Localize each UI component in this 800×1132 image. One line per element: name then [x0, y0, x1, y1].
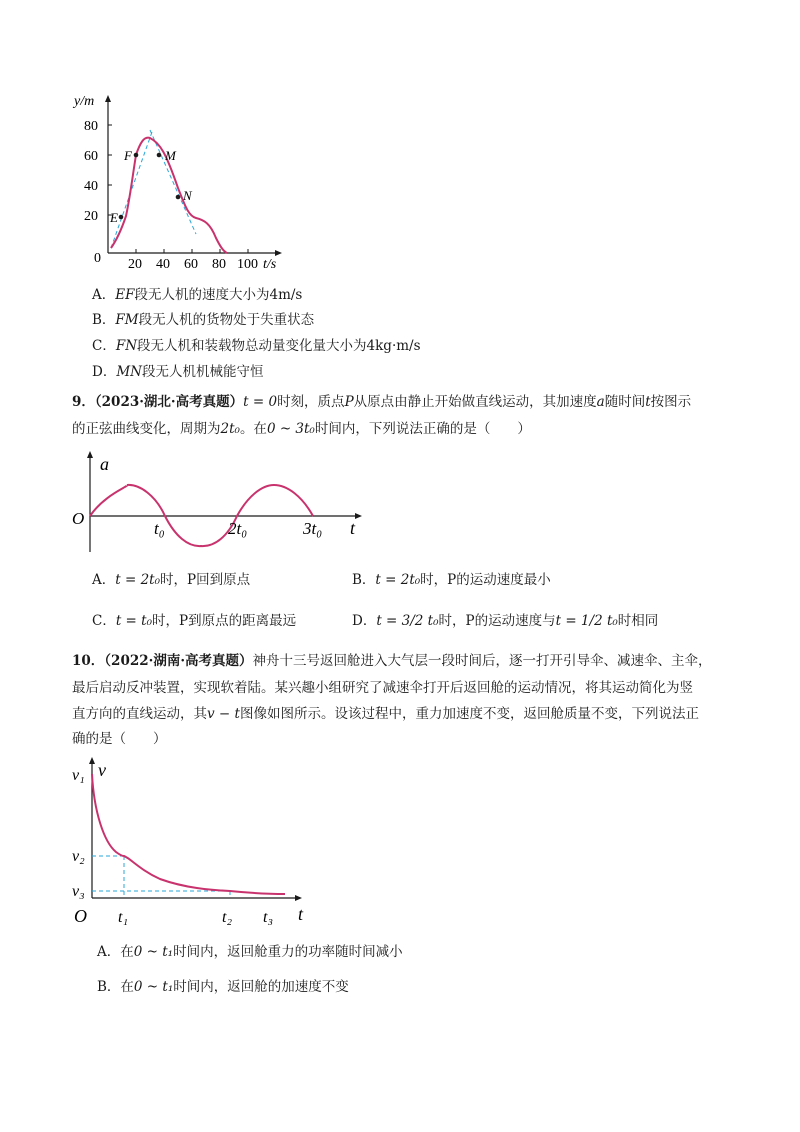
x-tick-t2: t₂ [222, 909, 233, 926]
option-letter: A． [92, 572, 116, 588]
y-axis-label: y/m [74, 94, 95, 109]
stem-text: 时刻，质点 [277, 394, 345, 410]
math-var: a [596, 394, 605, 410]
math-var: t [645, 394, 651, 410]
x-tick-t0: t₀ [154, 519, 165, 538]
y-axis-label: v [98, 760, 106, 780]
math-expr: t = t₀ [115, 613, 152, 629]
option-letter: A． [92, 287, 116, 303]
point-m [157, 153, 162, 158]
option-subject: FM [115, 312, 139, 328]
origin-label: O [74, 906, 87, 926]
option-text: 在 [120, 979, 134, 995]
q8-option-c[interactable] [92, 336, 421, 356]
label-n: N [183, 188, 192, 203]
label-e: E [110, 210, 118, 225]
math-expr: t = 2t₀ [375, 572, 421, 588]
q8-option-b[interactable] [92, 310, 314, 330]
y-tick-80: 80 [84, 119, 98, 134]
stem-text: 时间内，下列说法正确的是（ ） [314, 421, 531, 437]
x-axis-label: t/s [263, 257, 277, 272]
option-letter: B． [352, 572, 376, 588]
option-text: 时，P回到原点 [160, 572, 251, 588]
option-subject: FN [115, 338, 138, 354]
x-tick-t1: t₁ [118, 909, 129, 926]
point-n [176, 195, 181, 200]
question-number: 10． [72, 653, 105, 669]
math-expr: t = 2t₀ [115, 572, 160, 588]
option-text: 段无人机的货物处于失重状态 [138, 312, 315, 328]
q10-option-b[interactable] [97, 977, 349, 997]
x-axis-label: t [350, 518, 356, 538]
y-tick-v3: v₃ [72, 883, 85, 900]
option-text: 时，P的运动速度与 [438, 613, 556, 629]
stem-text: 按图示 [650, 394, 692, 410]
q9-stem-line1 [72, 392, 691, 412]
option-text: 时，P到原点的距离最远 [152, 613, 297, 629]
q8-option-d[interactable] [92, 362, 263, 382]
q10-stem-line1 [72, 651, 712, 671]
option-text: 时，P的运动速度最小 [420, 572, 551, 588]
option-text: 时间内，返回舱重力的功率随时间减小 [173, 944, 403, 960]
q9-stem-line2 [72, 419, 531, 439]
q10-stem-line4 [72, 729, 167, 749]
math-expr: t = 1/2 t₀ [555, 613, 618, 629]
x-tick-60: 60 [184, 257, 198, 272]
x-tick-20: 20 [128, 257, 142, 272]
label-m: M [165, 148, 176, 163]
math-expr: t = 3/2 t₀ [376, 613, 439, 629]
y-tick-60: 60 [84, 149, 98, 164]
stem-text: 图像如图所示。设该过程中，重力加速度不变，返回舱质量不变，下列说法正 [239, 706, 699, 722]
option-text: 时间内，返回舱的加速度不变 [173, 979, 349, 995]
stem-text: 神舟十三号返回舱进入大气层一段时间后，逐一打开引导伞、减速伞、主伞， [252, 653, 712, 669]
math-expr: 0 ~ t₁ [133, 979, 174, 995]
math-expr: 2t₀ [220, 421, 240, 437]
q9-option-b[interactable] [352, 570, 551, 590]
math-expr: 0 ~ t₁ [133, 944, 174, 960]
x-axis-label: t [298, 904, 304, 924]
label-f: F [124, 148, 132, 163]
origin-label: O [72, 509, 85, 528]
option-letter: C． [92, 613, 116, 629]
q10-option-a[interactable] [97, 942, 403, 962]
x-tick-t3: t₃ [263, 909, 274, 926]
figure-v-t-graph [70, 752, 320, 930]
q10-stem-line3 [72, 704, 699, 724]
question-number: 9． [72, 394, 95, 410]
x-tick-40: 40 [156, 257, 170, 272]
option-letter: C． [92, 338, 116, 354]
math-expr: v − t [207, 706, 240, 722]
option-text: 段无人机和装载物总动量变化量大小为4kg·m/s [137, 338, 421, 354]
y-tick-v1: v₁ [72, 767, 85, 784]
stem-text: 的正弦曲线变化，周期为 [72, 421, 221, 437]
q10-stem-line2 [72, 678, 693, 698]
option-subject: MN [116, 364, 142, 380]
math-var: P [344, 394, 354, 410]
question-source: （2023·湖北·高考真题） [94, 394, 244, 410]
option-text: 时相同 [617, 613, 659, 629]
q8-option-a[interactable] [92, 285, 302, 305]
x-tick-2t0: 2t₀ [228, 519, 248, 538]
y-tick-v2: v₂ [72, 848, 85, 865]
stem-text: 随时间 [604, 394, 646, 410]
option-subject: EF [115, 287, 135, 303]
math-expr: 0 ~ 3t₀ [266, 421, 315, 437]
option-letter: D． [92, 364, 117, 380]
point-f [134, 153, 139, 158]
option-text: 在 [120, 944, 134, 960]
option-text: 段无人机的速度大小为4m/s [134, 287, 303, 303]
option-letter: D． [352, 613, 377, 629]
option-letter: B． [92, 312, 116, 328]
stem-text: 。在 [239, 421, 267, 437]
x-tick-3t0: 3t₀ [303, 519, 323, 538]
q9-option-d[interactable] [352, 611, 658, 631]
math-expr: t = 0 [243, 394, 278, 410]
y-axis-label: a [100, 454, 109, 474]
question-source: （2022·湖南·高考真题） [104, 653, 253, 669]
point-e [119, 215, 124, 220]
q9-option-c[interactable] [92, 611, 296, 631]
y-tick-0: 0 [94, 251, 101, 266]
x-tick-80: 80 [212, 257, 226, 272]
option-letter: B． [97, 979, 121, 995]
y-tick-40: 40 [84, 179, 98, 194]
stem-text: 从原点由静止开始做直线运动，其加速度 [353, 394, 597, 410]
x-tick-100: 100 [237, 257, 258, 272]
q9-option-a[interactable] [92, 570, 250, 590]
stem-text: 最后启动反冲装置，实现软着陆。某兴趣小组研究了减速伞打开后返回舱的运动情况，将其运动简化为竖 [72, 680, 693, 696]
y-tick-20: 20 [84, 209, 98, 224]
stem-text: 确的是（ ） [72, 731, 167, 747]
option-text: 段无人机机械能守恒 [141, 364, 264, 380]
figure-y-t-graph [70, 88, 300, 273]
figure-a-t-graph [70, 448, 370, 558]
stem-text: 直方向的直线运动，其 [72, 706, 207, 722]
option-letter: A． [97, 944, 121, 960]
